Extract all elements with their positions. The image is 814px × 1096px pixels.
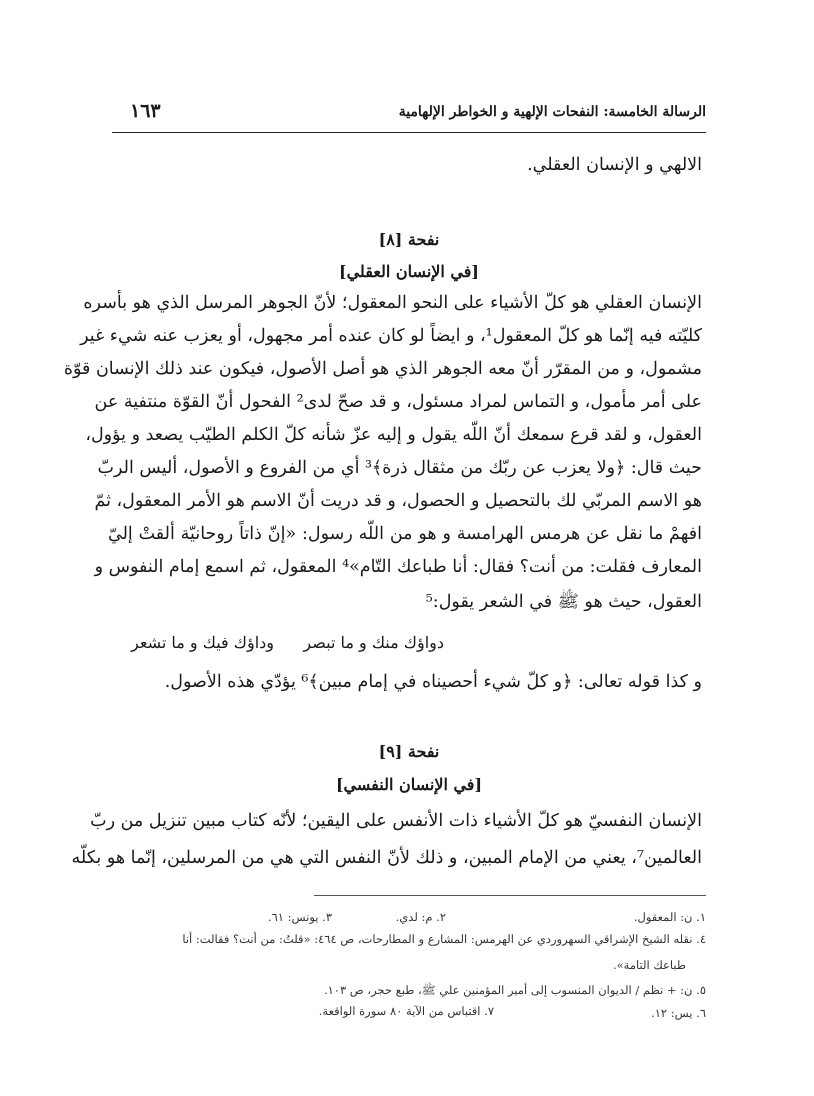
section-9-title: [في الإنسان النفسي] <box>335 775 483 794</box>
paragraph-line: العقول، و لقد قرع سمعك أنّ اللّه يقول و إليه عزّ شأنه كلّ الكلم الطيّب يصعد و يؤول، <box>85 425 702 445</box>
paragraph-line: حيث قال: ﴿ولا يعزب عن ربّك من مثقال ذرة﴾³ أي من الفروع و الأصول، أليس الربّ <box>97 458 702 478</box>
section-9-number: نفحة [٩] <box>378 742 440 761</box>
running-header <box>112 98 706 133</box>
footnote-3: ٣. يونس: ٦١. <box>267 910 332 924</box>
footnote-7: ٧. اقتباس من الآية ٨٠ سورة الواقعة. <box>318 1004 494 1018</box>
paragraph-closing: و كذا قوله تعالى: ﴿و كلّ شيء أحصيناه في إمام مبين﴾⁶ يؤدّي هذه الأصول. <box>164 672 702 692</box>
paragraph-line: العقول، حيث هو ﷺ في الشعر يقول:⁵ <box>425 592 702 612</box>
paragraph-line: الإنسان النفسيّ هو كلّ الأشياء ذات الأنفس على اليقين؛ لأنّه كتاب مبين تنزيل من ربّ <box>90 811 702 831</box>
paragraph-line: العالمين⁷، يعني من الإمام المبين، و ذلك لأنّ النفس التي هي من المرسلين، إنّما هو بكلّه <box>71 848 702 868</box>
footnote-4: ٤. نقله الشيخ الإشراقي السهروردي عن الهرمس: المشارع و المطارحات، ص ٤٦٤: «قلتُ: من أنت؟ فقالت: أنا <box>182 932 706 946</box>
paragraph-line: افهمْ ما نقل عن هرمس الهرامسة و هو من اللّه رسول: «إنّ ذاتاً روحانيّة ألقتْ إليّ <box>108 524 702 544</box>
footnote-6: ٦. يس: ١٢. <box>651 1006 706 1020</box>
intro-line: الالهي و الإنسان العقلي. <box>527 155 702 175</box>
paragraph-line: هو الاسم المربّي لك بالتحصيل و الحصول، و قد دريت أنّ الاسم هو الأمر المعقول، ثمّ <box>94 491 702 511</box>
page-number: ١٦٣ <box>130 100 161 122</box>
header-title: الرسالة الخامسة: النفحات الإلهية و الخواطر الإلهامية <box>398 104 706 120</box>
footnote-2: ٢. م: لدي. <box>395 910 446 924</box>
footnote-5: ٥. ن: + نظم / الديوان المنسوب إلى أمير المؤمنين علي ﷺ، طبع حجر، ص ١٠٣. <box>323 983 706 997</box>
paragraph-line: المعارف فقلت: من أنت؟ فقال: أنا طباعك التّام»⁴ المعقول، ثم اسمع إمام النفوس و <box>94 557 702 577</box>
footnote-separator <box>314 895 706 896</box>
paragraph-line: على أمر مأمول، و التماس لمراد مسئول، و قد صحّ لدى² الفحول أنّ القوّة منتفية عن <box>94 392 702 412</box>
section-8-number: نفحة [٨] <box>378 230 440 249</box>
footnote-1: ١. ن: المعقول. <box>633 910 706 924</box>
paragraph-line: مشمول، و من المقرّر أنّ معه الجوهر الذي هو أصل الأصول، فيكون عند ذلك الإنسان قوّة <box>63 359 702 379</box>
verse-hemistich-left: وداؤك فيك و ما تشعر <box>131 633 274 652</box>
section-8-title: [في الإنسان العقلي] <box>339 262 479 281</box>
paragraph-line: الإنسان العقلي هو كلّ الأشياء على النحو المعقول؛ لأنّ الجوهر المرسل الذي هو بأسره <box>83 293 702 313</box>
footnote-4-continued: طباعك التامة». <box>612 958 686 972</box>
verse-hemistich-right: دواؤك منك و ما تبصر <box>303 633 444 652</box>
paragraph-line: كليّته فيه إنّما هو كلّ المعقول¹، و ايضاً لو كان عنده أمر مجهول، أو يعزب عنه شيء غير <box>80 326 702 346</box>
